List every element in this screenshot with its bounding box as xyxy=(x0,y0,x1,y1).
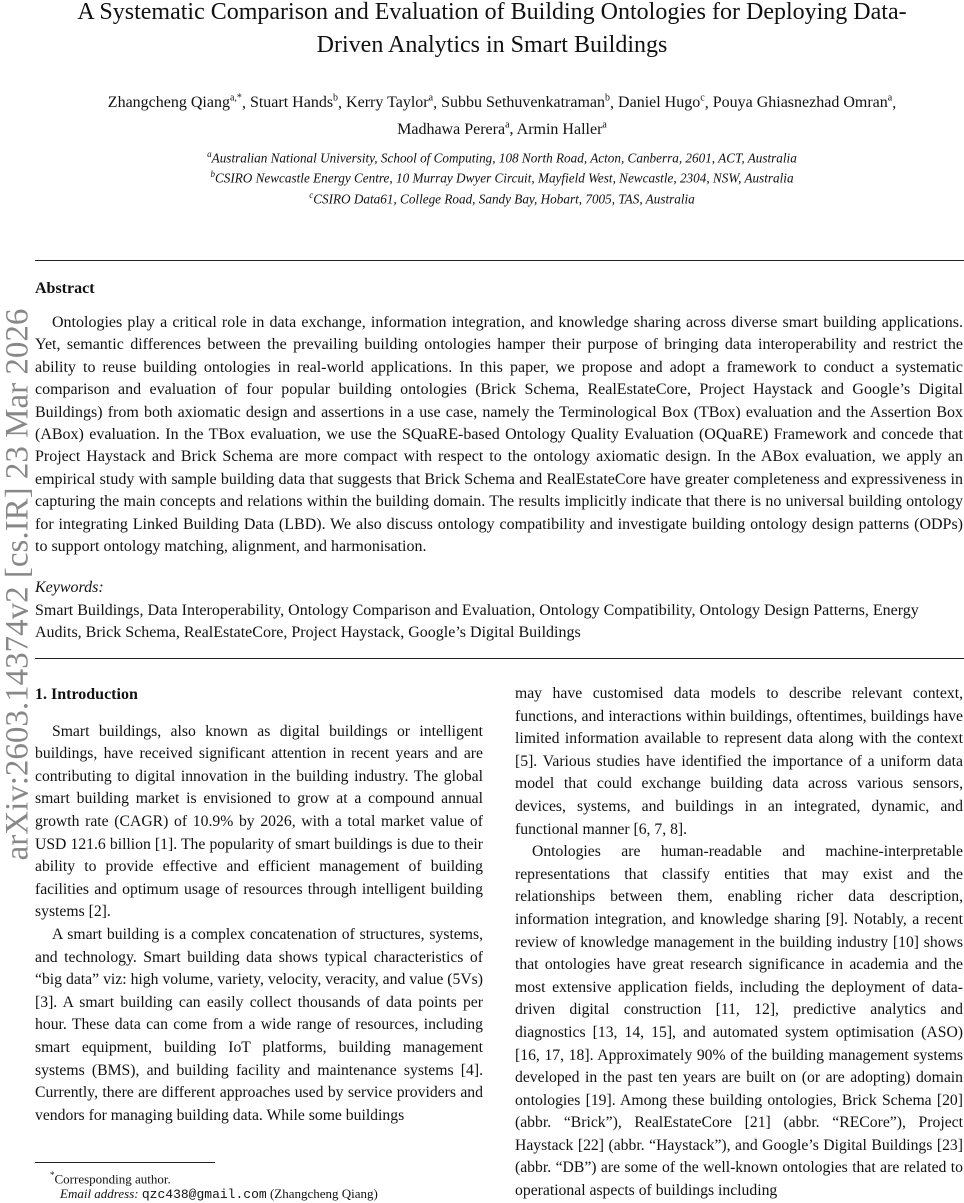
abstract-text: Ontologies play a critical role in data exchange, information integration, and knowledge sharing across diverse smart building applications. Yet, semantic differences between the prevailing building ontologies hamper their purpose of bringing data interoperability and restrict the ability to reuse building ontologies in real-world applications. In this paper, we propose and adopt a framework to conduct a systematic comparison and evaluation of four popular building ontologies (Brick Schema, RealEstateCore, Project Haystack and Google’s Digital Buildings) from both axiomatic design and assertions in a use case, namely the Terminological Box (TBox) evaluation and the Assertion Box (ABox) evaluation. In the TBox evaluation, we use the SQuaRE-based Ontology Quality Evaluation (OQuaRE) Framework and concede that Project Haystack and Brick Schema are more compact with respect to the ontology axiomatic design. In the ABox evaluation, we apply an empirical study with sample building data that suggests that Brick Schema and RealEstateCore have greater completeness and expressiveness in capturing the main concepts and relations within the building domain. The results implicitly indicate that there is no universal building ontology for integrating Linked Building Data (LBD). We also discuss ontology compatibility and investigate building ontology design patterns (ODPs) to support ontology matching, alignment, and harmonisation. xyxy=(35,314,963,556)
author-name: Daniel Hugo xyxy=(618,94,701,112)
paper-title: A Systematic Comparison and Evaluation of Building Ontologies for Deploying Data-Driven Analytics in Smart Buildings xyxy=(77,0,907,58)
email-label: Email address: xyxy=(60,1186,139,1201)
author-name: Zhangcheng Qiang xyxy=(107,94,230,112)
author xyxy=(397,121,509,138)
author xyxy=(441,94,610,111)
author-name: Stuart Hands xyxy=(249,94,334,112)
author-affiliation-mark: a xyxy=(505,119,510,131)
left-column xyxy=(35,684,483,1127)
keywords-text: Smart Buildings, Data Interoperability, Ontology Comparison and Evaluation, Ontology Compatibility, Ontology Design Patterns, Energy Audits, Brick Schema, RealEstateCore, Project Haystack, Google’s Digital Buildings xyxy=(35,602,919,642)
affiliation xyxy=(40,187,964,207)
author-affiliation-mark: a,* xyxy=(229,93,242,104)
affiliation-mark: c xyxy=(309,189,314,200)
footnote-text: Corresponding author. xyxy=(54,1171,171,1187)
author-affiliation-mark: b xyxy=(333,93,339,104)
footnote-mark: * xyxy=(50,1170,55,1180)
author xyxy=(713,94,893,111)
author-name: Subbu Sethuvenkatraman xyxy=(441,94,606,112)
email-owner: (Zhangcheng Qiang) xyxy=(269,1186,378,1201)
author xyxy=(108,94,242,111)
author-name: Armin Haller xyxy=(516,120,603,138)
author-affiliation-mark: a xyxy=(887,93,893,104)
author-name: Pouya Ghiasnezhad Omran xyxy=(712,94,888,112)
divider xyxy=(35,658,964,659)
affiliation xyxy=(40,166,964,186)
author xyxy=(517,121,607,138)
author-name: Kerry Taylor xyxy=(346,94,429,112)
right-column xyxy=(515,683,963,1203)
affiliation-mark: b xyxy=(210,169,215,180)
arxiv-stamp: arXiv:2603.14374v2 [cs.IR] 23 Mar 2026 xyxy=(0,308,36,861)
paragraph: Ontologies are human-readable and machine-interpretable representations that classify entities that may exist and the relationships between them, enabling richer data description, information integration, and knowledge sharing [9]. Notably, a recent review of knowledge management in the building industry [10] shows that ontologies have great research significance in academia and the most extensive application fields, including the deployment of data-driven digital construction [11, 12], predictive analytics and diagnostics [13, 14, 15], and automated system optimisation (ASO) [16, 17, 18]. Approximately 90% of the building management systems developed in the past ten years are built on (or are adopting) domain ontologies [19]. Among these building ontologies, Brick Schema [20] (abbr. “Brick”), RealEstateCore [21] (abbr. “RECore”), Project Haystack [22] (abbr. “Haystack”), and Google’s Digital Buildings [23] (abbr. “DB”) are some of the well-known ontologies that are related to operational aspects of buildings including xyxy=(515,843,963,1200)
author-affiliation-mark: b xyxy=(605,93,611,104)
author-affiliation-mark: a xyxy=(428,93,434,104)
affiliation-text: CSIRO Data61, College Road, Sandy Bay, Hobart, 7005, TAS, Australia xyxy=(313,191,695,207)
affiliation-list xyxy=(40,146,964,207)
email-address: qzc438@gmail.com xyxy=(141,1187,267,1202)
divider xyxy=(35,260,964,261)
author-name: Madhawa Perera xyxy=(397,120,506,138)
affiliation-text: CSIRO Newcastle Energy Centre, 10 Murray Dwyer Circuit, Mayfield West, Newcastle, 2304, NSW, Australia xyxy=(214,170,794,186)
paragraph: A smart building is a complex concatenation of structures, systems, and technology. Smart building data shows typical characteristics of “big data” viz: high volume, variety, velocity, veracity, and value (5Vs) [3]. A smart building can easily collect thousands of data points per hour. These data can come from a wide range of resources, including smart equipment, building IoT platforms, building management systems (BMS), and building facility and maintenance systems [4]. Currently, there are different approaches used by service providers and vendors for managing building data. While some buildings xyxy=(35,925,483,1124)
keywords-heading: Keywords: xyxy=(35,579,104,596)
abstract-heading: Abstract xyxy=(35,280,95,297)
affiliation-text: Australian National University, School of Computing, 108 North Road, Acton, Canberra, 2601, ACT, Australia xyxy=(211,150,797,166)
author xyxy=(346,94,433,111)
author-affiliation-mark: c xyxy=(700,93,705,104)
footnote-rule xyxy=(35,1162,215,1163)
author xyxy=(618,94,705,111)
affiliation xyxy=(40,146,964,166)
author-affiliation-mark: a xyxy=(602,119,607,131)
section-heading: 1. Introduction xyxy=(35,686,138,703)
affiliation-mark: a xyxy=(207,149,212,159)
author xyxy=(250,94,338,111)
paragraph: may have customised data models to describe relevant context, functions, and interactions within buildings, oftentimes, buildings have limited information available to represent data along with the context [5]. Various studies have identified the importance of a uniform data model that could exchange building data across various sensors, devices, systems, and buildings in an integrated, dynamic, and functional manner [6, 7, 8]. xyxy=(515,685,963,838)
author-list: Zhangcheng Qiang$^{a,*}$, Stuart Hands$^b$, Kerry Taylor$^a$, Subbu Sethuvenkatraman$^b$, Daniel Hugo$^c$, Pouya Ghiasnezhad Omran$^a$, Madhawa Perera$^a$, Armin Haller$^a$ xyxy=(107,93,897,138)
paragraph: Smart buildings, also known as digital buildings or intelligent buildings, have received significant attention in recent years and are contributing to digital innovation in the building industry. The global smart building market is envisioned to grow at a compound annual growth rate (CAGR) of 10.9% by 2026, with a total market value of USD 121.6 billion [1]. The popularity of smart buildings is due to their ability to provide effective and efficient management of building facilities and optimum usage of resources through intelligent building systems [2]. xyxy=(35,722,483,921)
footnote-email xyxy=(60,1185,378,1203)
